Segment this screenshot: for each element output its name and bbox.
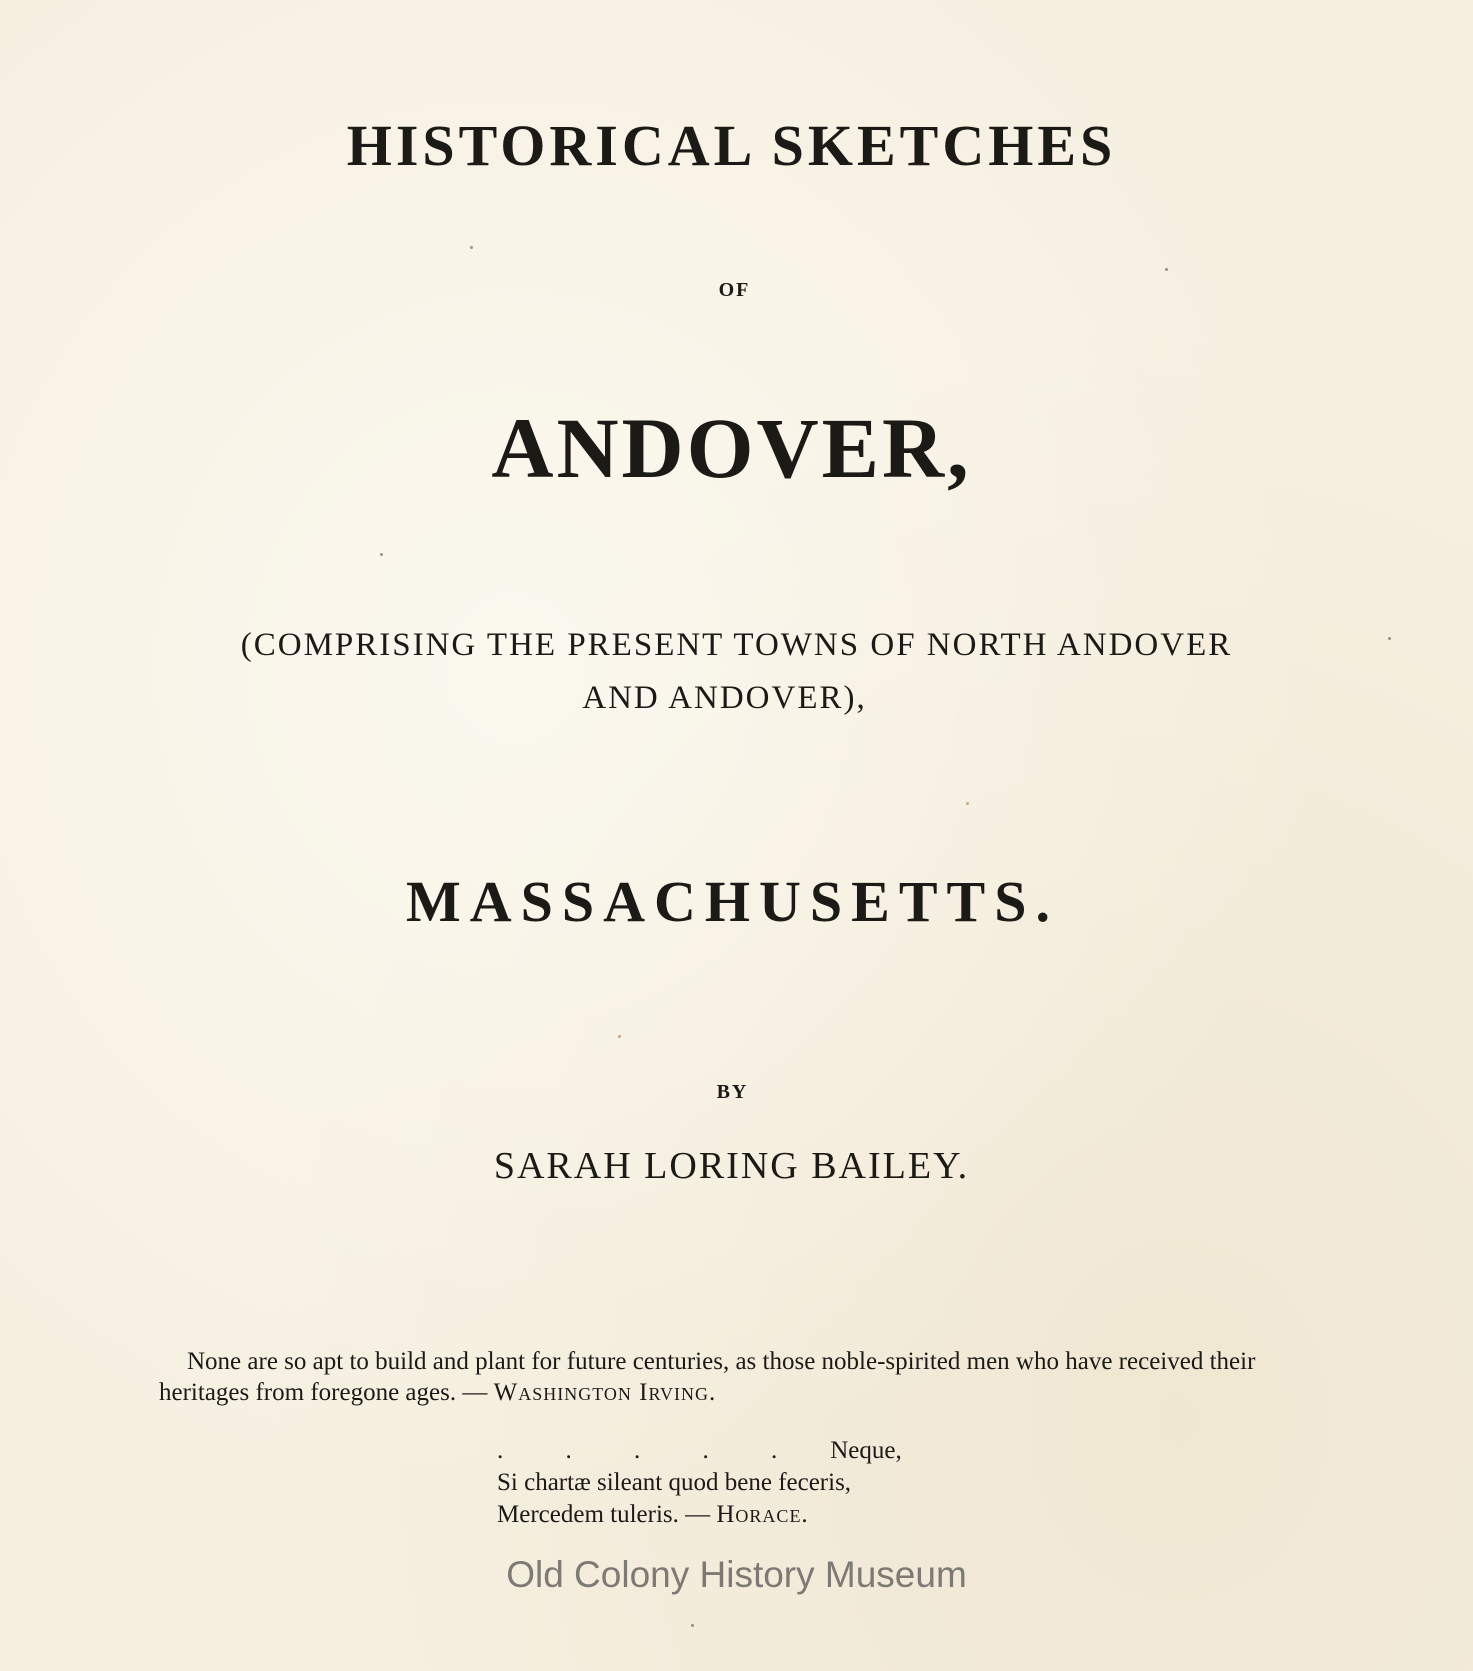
author-name: SARAH LORING BAILEY. — [493, 1145, 970, 1187]
verse-neque: Neque, — [830, 1437, 902, 1464]
title-line-historical-sketches: HISTORICAL SKETCHES — [346, 113, 1117, 178]
paper-speck — [1165, 268, 1168, 271]
verse-ellipsis: . . . . . — [497, 1437, 806, 1464]
title-massachusetts: MASSACHUSETTS. — [406, 869, 1059, 934]
epigraph-horace-attribution: Horace. — [716, 1501, 809, 1528]
paper-speck — [618, 1035, 621, 1038]
paper-speck — [691, 1624, 694, 1627]
paper-speck — [1388, 637, 1391, 640]
watermark-text: Old Colony History Museum — [506, 1554, 967, 1595]
paper-speck — [966, 802, 969, 805]
subtitle-comprising-line-1: (COMPRISING THE PRESENT TOWNS OF NORTH ANDOVER — [240, 627, 1233, 663]
verse-mercedem: Mercedem tuleris. — — [497, 1501, 711, 1528]
byline-by: BY — [716, 1081, 749, 1103]
epigraph-irving-text: None are so apt to build and plant for future centuries, as those noble-spirited men who have received their heritages from foregone ages. — — [159, 1348, 1256, 1406]
title-andover: ANDOVER, — [491, 400, 972, 496]
subtitle-comprising-line-2: AND ANDOVER), — [582, 680, 867, 716]
epigraph-irving — [159, 1346, 1289, 1408]
verse-line-2: Si chartæ sileant quod bene feceris, — [497, 1469, 852, 1496]
epigraph-irving-attribution: Washington Irving. — [493, 1379, 717, 1406]
title-of: OF — [718, 279, 751, 301]
epigraph-horace — [497, 1435, 902, 1531]
paper-speck — [380, 553, 383, 556]
verse-line-3 — [497, 1499, 902, 1531]
paper-speck — [470, 246, 473, 249]
verse-line-1 — [497, 1435, 902, 1467]
